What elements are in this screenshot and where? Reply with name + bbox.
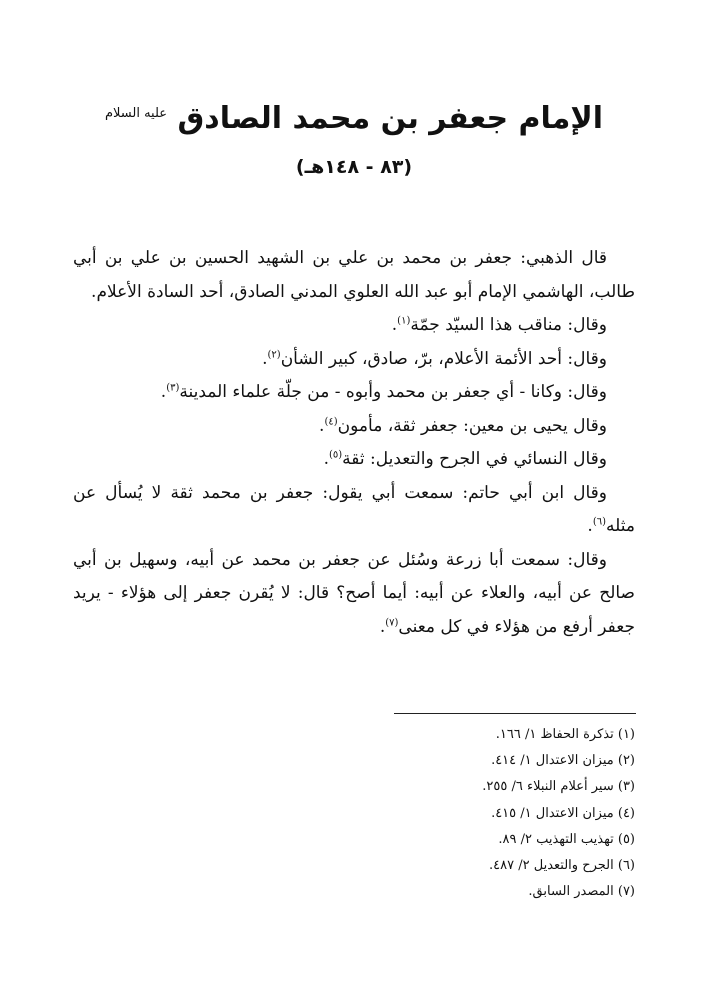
paragraph: وقال: مناقب هذا السيّد جمّة$^{(١)}$.: [391, 315, 607, 335]
paragraph: وقال النسائي في الجرح والتعديل: ثقة$^{(٥)}$.: [323, 449, 607, 469]
footnote-mark: (١): [397, 315, 411, 327]
paragraph: وقال: وكانا - أي جعفر بن محمد وأبوه - من جلّة علماء المدينة$^{(٣)}$.: [160, 382, 607, 402]
paragraph: قال الذهبي: جعفر بن محمد بن علي بن الشهيد الحسين بن علي بن أبي طالب، الهاشمي الإمام أبو عبد الله العلوي المدني الصادق، أحد السادة الأعلام.: [73, 248, 635, 302]
footnote-mark: (٦): [592, 516, 607, 528]
paragraph: وقال يحيى بن معين: جعفر ثقة، مأمون$^{(٤)}$.: [319, 415, 607, 436]
paragraph: وقال ابن أبي حاتم: سمعت أبي يقول: جعفر بن محمد ثقة لا يُسأل عن مثله$^{(٦)}$.: [73, 482, 635, 536]
footnote-item: (٢) ميزان الاعتدال ١/ ٤١٤.: [491, 753, 635, 769]
main-text: [73, 242, 635, 644]
footnote-mark: (٥): [328, 449, 343, 461]
footnote-item: (١) تذكرة الحفاظ ١/ ١٦٦.: [495, 727, 635, 742]
footnote-divider: [394, 713, 636, 714]
lifespan-dates: (٨٣ - ١٤٨هـ): [295, 156, 413, 178]
footnote-mark: (٧): [385, 616, 399, 628]
footnote-item: (٤) ميزان الاعتدال ١/ ٤١٥.: [491, 805, 635, 821]
footnote-item: (٧) المصدر السابق.: [528, 884, 635, 900]
footnote-mark: (٢): [267, 348, 281, 360]
footnote-item: (٥) تهذيب التهذيب ٢/ ٨٩.: [498, 831, 635, 847]
footnote-mark: (٤): [324, 415, 338, 427]
paragraph: وقال: أحد الأئمة الأعلام، برّ، صادق، كبير الشأن$^{(٢)}$.: [262, 348, 607, 369]
page-title: [0, 92, 708, 141]
footnotes: [73, 722, 635, 905]
paragraph: وقال: سمعت أبا زرعة وسُئل عن جعفر بن محمد عن أبيه، وسهيل بن أبي صالح عن أبيه، والعلاء عن أبيه: أيما أصح؟ قال: لا يُقرن جعفر إلى هؤلاء - يريد جعفر أرفع من هؤلاء في كل معنى$^{(٧)}$.: [73, 549, 635, 637]
honorific-ligature: عليه السلام: [104, 106, 168, 121]
footnote-item: (٦) الجرح والتعديل ٢/ ٤٨٧.: [489, 858, 635, 874]
footnote-item: (٣) سير أعلام النبلاء ٦/ ٢٥٥.: [482, 779, 635, 795]
footnote-mark: (٣): [166, 382, 180, 394]
title-text: الإمام جعفر بن محمد الصادق: [177, 101, 604, 136]
